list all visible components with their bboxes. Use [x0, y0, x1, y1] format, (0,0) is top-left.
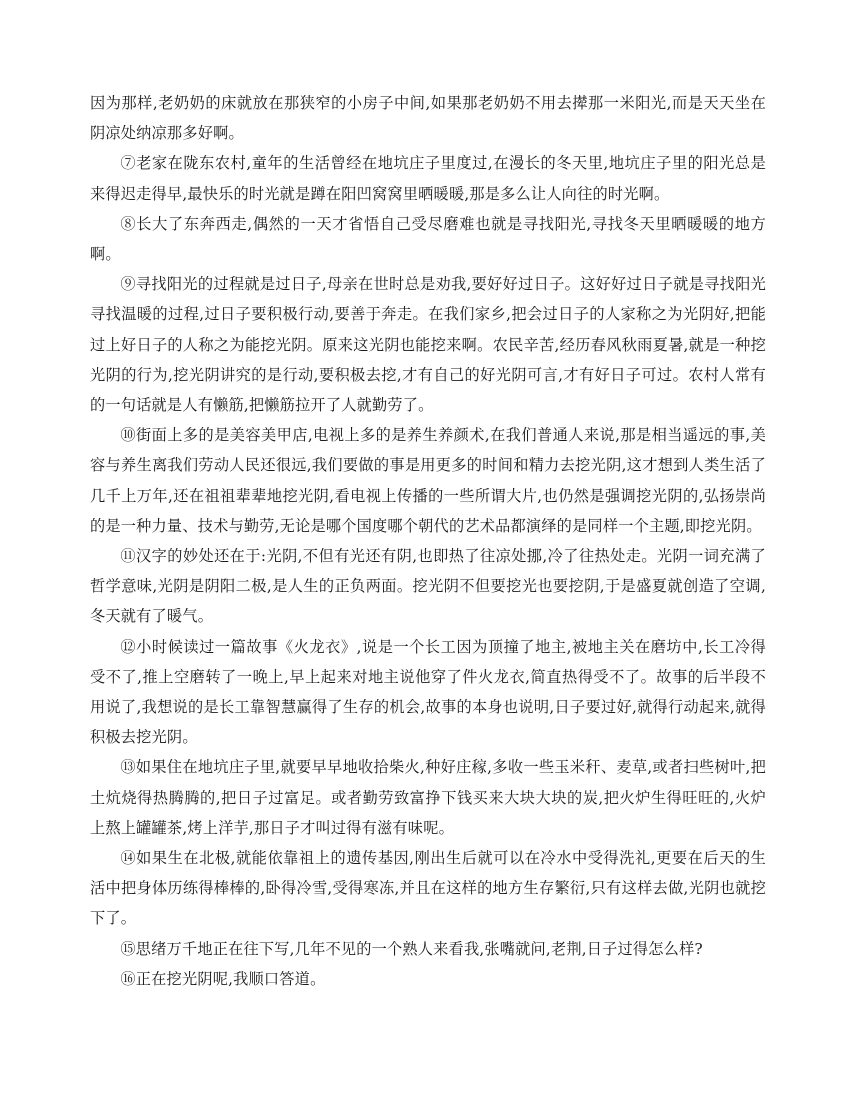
paragraph-15: ⑮思绪万千地正在往下写,几年不见的一个熟人来看我,张嘴就问,老荆,日子过得怎么样?: [120, 939, 703, 958]
paragraph-6-continued: 因为那样,老奶奶的床就放在那狭窄的小房子中间,如果那老奶奶不用去撵那一米阳光,而是天天坐在阴凉处纳凉那多好啊。: [90, 94, 766, 143]
paragraph-16: ⑯正在挖光阴呢,我顺口答道。: [120, 969, 326, 988]
paragraph-7: ⑦老家在陇东农村,童年的生活曾经在地坑庄子里度过,在漫长的冬天里,地坑庄子里的阳光总是来得迟走得早,最快乐的时光就是蹲在阳凹窝窝里晒暖暖,那是多么让人向往的时光啊。: [90, 154, 766, 203]
paragraph-12: ⑫小时候读过一篇故事《火龙衣》,说是一个长工因为顶撞了地主,被地主关在磨坊中,长工冷得受不了,推上空磨转了一晚上,早上起来对地主说他穿了件火龙衣,简直热得受不了。故事的后半段不用说了,我想说的是长工靠智慧赢得了生存的机会,故事的本身也说明,日子要过好,就得行动起来,就得积极去挖光阴。: [90, 637, 766, 747]
paragraph-10: ⑩街面上多的是美容美甲店,电视上多的是养生养颜术,在我们普通人来说,那是相当遥远的事,美容与养生离我们劳动人民还很远,我们要做的事是用更多的时间和精力去挖光阴,这才想到人类生活了几千上万年,还在祖祖辈辈地挖光阴,看电视上传播的一些所谓大片,也仍然是强调挖光阴的,弘扬崇尚的是一种力量、技术与勤劳,无论是哪个国度哪个朝代的艺术品都演绎的是同样一个主题,即挖光阴。: [90, 426, 766, 535]
paragraph-13: ⑬如果住在地坑庄子里,就要早早地收拾柴火,种好庄稼,多收一些玉米秆、麦草,或者扫些树叶,把土炕烧得热腾腾的,把日子过富足。或者勤劳致富挣下钱买来大块大块的炭,把火炉生得旺旺的,火炉上熬上罐罐茶,烤上洋芋,那日子才叫过得有滋有味呢。: [90, 758, 766, 837]
paragraph-9: ⑨寻找阳光的过程就是过日子,母亲在世时总是劝我,要好好过日子。这好好过日子就是寻找阳光寻找温暖的过程,过日子要积极行动,要善于奔走。在我们家乡,把会过日子的人家称之为光阴好,把能过上好日子的人称之为能挖光阴。原来这光阴也能挖来啊。农民辛苦,经历春风秋雨夏暑,就是一种挖光阴的行为,挖光阴讲究的是行动,要积极去挖,才有自己的好光阴可言,才有好日子可过。农村人常有的一句话就是人有懒筋,把懒筋拉开了人就勤劳了。: [90, 275, 766, 415]
paragraph-14: ⑭如果生在北极,就能依靠祖上的遗传基因,刚出生后就可以在冷水中受得洗礼,更要在后天的生活中把身体历练得棒棒的,卧得冷雪,受得寒冻,并且在这样的地方生存繁衍,只有这样去做,光阴也就挖下了。: [90, 849, 766, 928]
paragraph-8: ⑧长大了东奔西走,偶然的一天才省悟自己受尽磨难也就是寻找阳光,寻找冬天里晒暖暖的地方啊。: [90, 214, 766, 264]
document-body: [90, 88, 766, 994]
paragraph-11: ⑪汉字的妙处还在于:光阴,不但有光还有阴,也即热了往凉处挪,冷了往热处走。光阴一词充满了哲学意味,光阴是阴阳二极,是人生的正负两面。挖光阴不但要挖光也要挖阴,于是盛夏就创造了空调,冬天就有了暖气。: [90, 547, 766, 626]
